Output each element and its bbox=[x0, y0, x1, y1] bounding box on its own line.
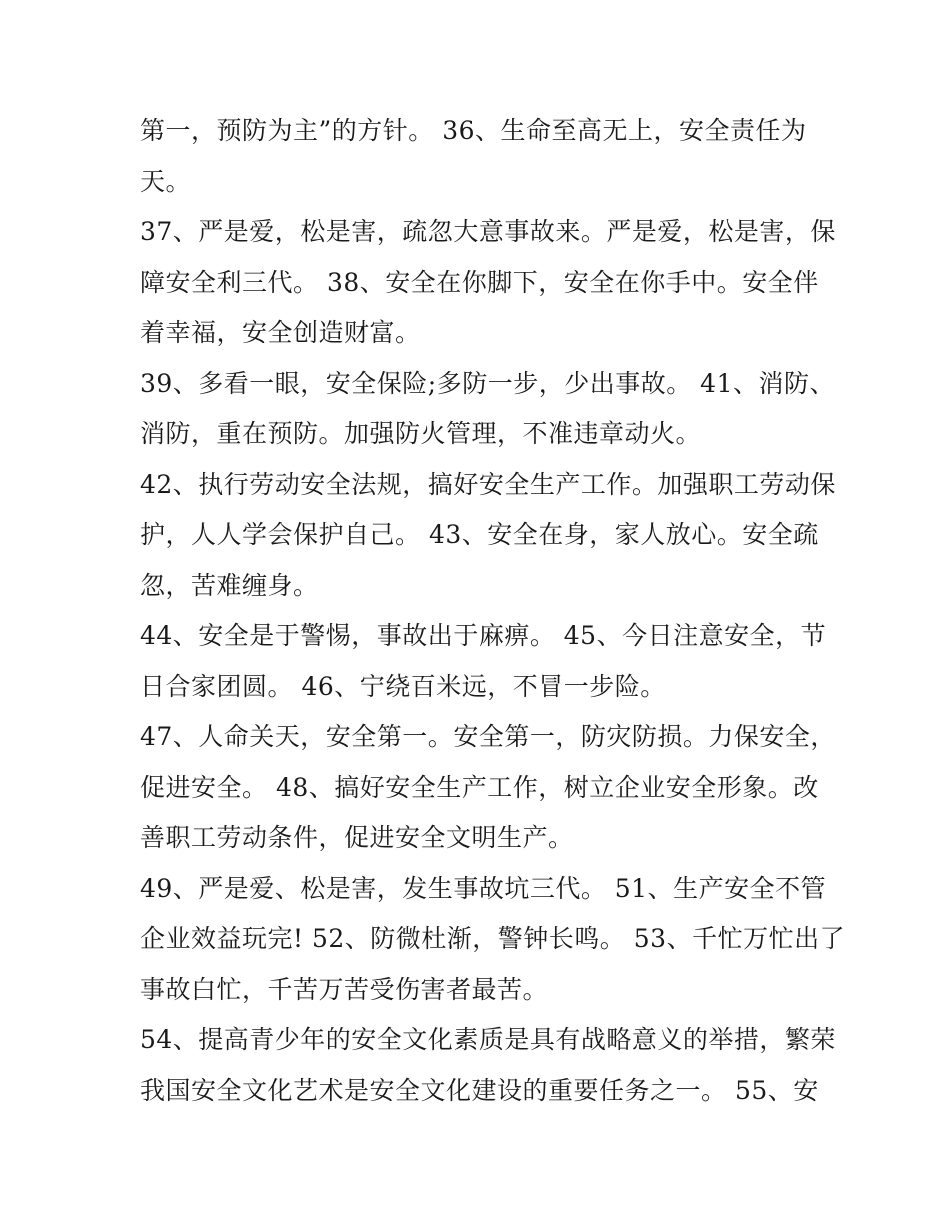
text-line-1: 第一，预防为主”的方针。 36、生命至高无上，安全责任为 bbox=[140, 116, 807, 145]
text-line-8: 42、执行劳动安全法规，搞好安全生产工作。加强职工劳动保 bbox=[140, 469, 836, 499]
text-line-20: 我国安全文化艺术是安全文化建设的重要任务之一。 55、安 bbox=[140, 1075, 819, 1105]
text-line-13: 47、人命关天，安全第一。安全第一，防灾防损。力保安全， bbox=[140, 722, 836, 751]
text-line-10: 忽，苦难缠身。 bbox=[140, 570, 319, 600]
text-line-12: 日合家团圆。 46、宁绕百米远，不冒一步险。 bbox=[140, 671, 666, 701]
document-body bbox=[140, 106, 846, 1116]
text-line-15: 善职工劳动条件，促进安全文明生产。 bbox=[140, 823, 574, 852]
text-line-9: 护，人人学会保护自己。 43、安全在身，家人放心。安全疏 bbox=[140, 520, 819, 549]
text-line-14: 促进安全。 48、搞好安全生产工作，树立企业安全形象。改 bbox=[140, 772, 819, 802]
text-line-6: 39、多看一眼，安全保险;多防一步，少出事故。 41、消防、 bbox=[140, 368, 835, 398]
text-line-2: 天。 bbox=[140, 166, 192, 196]
text-line-7: 消防，重在预防。加强防火管理，不准违章动火。 bbox=[140, 419, 702, 448]
text-line-3: 37、严是爱，松是害，疏忽大意事故来。严是爱，松是害，保 bbox=[140, 217, 836, 246]
text-line-4: 障安全利三代。 38、安全在你脚下，安全在你手中。安全伴 bbox=[140, 267, 819, 297]
text-line-5: 着幸福，安全创造财富。 bbox=[140, 318, 421, 347]
text-line-19: 54、提高青少年的安全文化素质是具有战略意义的举措，繁荣 bbox=[140, 1025, 836, 1054]
text-line-16: 49、严是爱、松是害，发生事故坑三代。 51、生产安全不管 bbox=[140, 873, 827, 903]
text-line-17: 企业效益玩完! 52、防微杜渐，警钟长鸣。 53、千忙万忙出了 bbox=[140, 924, 846, 953]
text-line-18: 事故白忙，千苦万苦受伤害者最苦。 bbox=[140, 974, 549, 1004]
text-line-11: 44、安全是于警惕，事故出于麻痹。 45、今日注意安全，节 bbox=[140, 621, 827, 650]
